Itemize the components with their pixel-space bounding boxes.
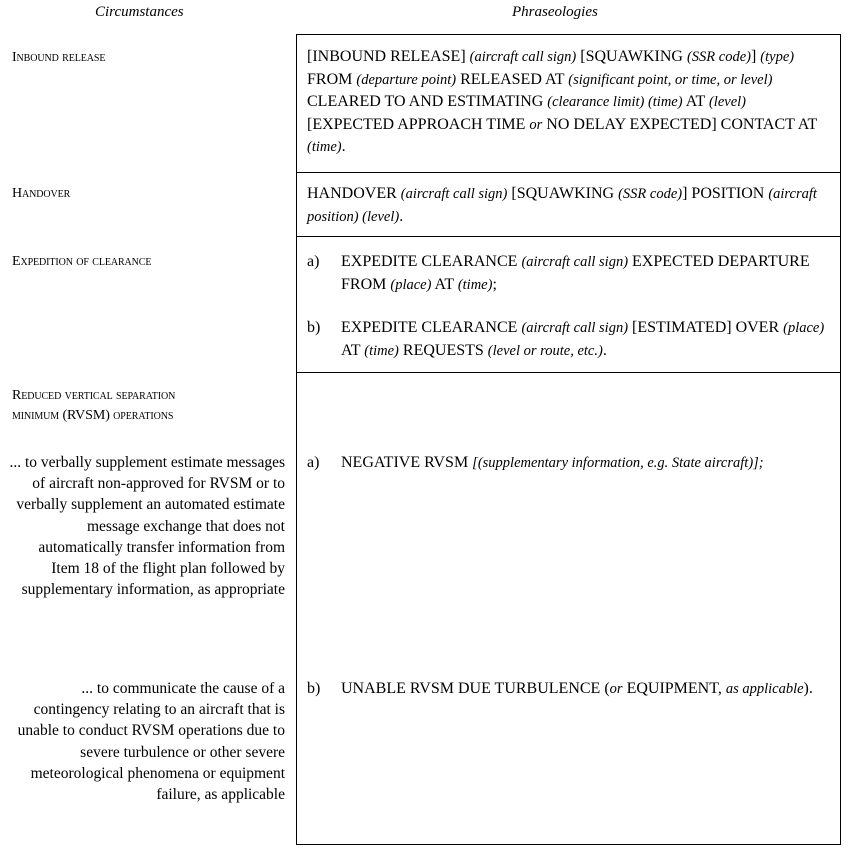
item-marker: a): [307, 253, 320, 270]
placeholder-segment: [(supplementary information, e.g. State aircraft)];: [472, 455, 764, 471]
phrase-segment: EXPEDITE CLEARANCE: [341, 253, 522, 270]
phrase-segment: .: [602, 341, 607, 359]
placeholder-segment: (aircraft position) (level): [307, 186, 817, 225]
placeholder-segment: (time): [307, 139, 342, 155]
table-bottom-border: [296, 844, 841, 845]
phrase-segment: .: [399, 207, 404, 225]
phrase-segment: EXPECTED DEPARTURE FROM: [341, 253, 810, 293]
row-divider-1: [296, 172, 841, 173]
item-text: [341, 452, 835, 475]
phrase-segment: [EXPECTED APPROACH TIME: [307, 115, 530, 133]
table-right-border: [840, 34, 841, 845]
placeholder-segment: (aircraft call sign): [521, 320, 629, 336]
phrase-handover: [307, 183, 835, 228]
item-marker: b): [307, 319, 321, 336]
placeholder-segment: (aircraft call sign): [469, 49, 577, 65]
phrase-rvsm-a: [307, 452, 835, 475]
phrase-segment: UNABLE RVSM DUE TURBULENCE (: [341, 680, 610, 697]
phrase-inbound-release: [307, 46, 835, 159]
placeholder-segment: (time): [364, 342, 399, 359]
item-marker: b): [307, 680, 321, 697]
placeholder-segment: (time): [457, 276, 493, 293]
phrase-segment: ]: [750, 48, 761, 65]
phrase-segment: ] POSITION: [682, 185, 769, 202]
label-expedition-of-clearance: Expedition of clearance: [12, 254, 152, 269]
placeholder-segment: (SSR code): [618, 186, 683, 202]
phrase-segment: ;: [492, 275, 497, 293]
placeholder-segment: (level or route, etc.): [487, 342, 603, 359]
phrase-segment: AT: [682, 93, 709, 110]
phrase-expedition-a: [307, 251, 835, 296]
row-divider-2: [296, 236, 841, 237]
placeholder-segment: (type): [760, 49, 795, 65]
phrase-segment: .: [341, 138, 346, 155]
item-text: [341, 678, 835, 701]
phrase-segment: FROM: [307, 70, 357, 88]
phrase-expedition-b: [307, 317, 835, 362]
phrase-segment: RELEASED AT: [456, 70, 569, 88]
item-marker: a): [307, 454, 320, 471]
item-text: [341, 251, 835, 296]
phrase-segment: HANDOVER: [307, 185, 401, 202]
label-rvsm-line1: Reduced vertical separation: [12, 388, 176, 403]
header-phraseologies: Phraseologies: [512, 4, 598, 20]
header-circumstances: Circumstances: [95, 4, 184, 20]
phrase-segment: ).: [803, 680, 813, 697]
phrase-segment: [INBOUND RELEASE]: [307, 48, 470, 65]
placeholder-segment: (aircraft call sign): [400, 186, 508, 202]
phrase-segment: EQUIPMENT,: [622, 680, 726, 697]
phrase-rvsm-b: [307, 678, 835, 701]
placeholder-segment: (aircraft call sign): [521, 254, 629, 270]
row-divider-3: [296, 372, 841, 373]
placeholder-segment: (SSR code): [686, 49, 751, 65]
item-text: [341, 317, 835, 362]
phrase-segment: NEGATIVE RVSM: [341, 454, 473, 471]
placeholder-segment: (place): [783, 320, 825, 336]
phrase-segment: [SQUAWKING: [507, 185, 619, 202]
label-rvsm-line2: minimum (RVSM) operations: [12, 408, 174, 423]
phrase-segment: EXPEDITE CLEARANCE: [341, 319, 522, 336]
placeholder-segment: (departure point): [356, 71, 457, 88]
placeholder-segment: (place): [390, 276, 432, 293]
phrase-segment: [SQUAWKING: [576, 48, 687, 65]
placeholder-segment: or: [529, 116, 543, 133]
phrase-segment: REQUESTS: [398, 341, 488, 359]
desc-rvsm-a: ... to verbally supplement estimate messages of aircraft non-approved for RVSM or to verbally supplement an automated estimate message exchange that does not automatically transfer information from Item 18 of the flight plan followed by supplementary information, as appropriate: [9, 454, 285, 599]
phrase-segment: CLEARED TO AND ESTIMATING: [307, 93, 548, 110]
placeholder-segment: or: [609, 681, 623, 697]
phrase-segment: AT: [341, 341, 365, 359]
phrase-segment: AT: [431, 275, 458, 293]
desc-rvsm-b: ... to communicate the cause of a contingency relating to an aircraft that is unable to conduct RVSM operations due to severe turbulence or other severe meteorological phenomena or equipment failure, as applicable: [17, 680, 285, 804]
label-inbound-release: Inbound release: [12, 50, 106, 65]
phrase-segment: [ESTIMATED] OVER: [628, 319, 784, 336]
placeholder-segment: (significant point, or time, or level): [568, 71, 773, 88]
phrase-segment: NO DELAY EXPECTED] CONTACT AT: [542, 115, 818, 133]
label-handover: Handover: [12, 186, 71, 201]
placeholder-segment: (clearance limit) (time): [547, 94, 683, 110]
placeholder-segment: (level): [708, 94, 746, 110]
label-rvsm: [12, 386, 292, 426]
table-left-border: [296, 34, 297, 845]
placeholder-segment: as applicable: [725, 681, 804, 697]
table-top-border: [296, 34, 841, 35]
